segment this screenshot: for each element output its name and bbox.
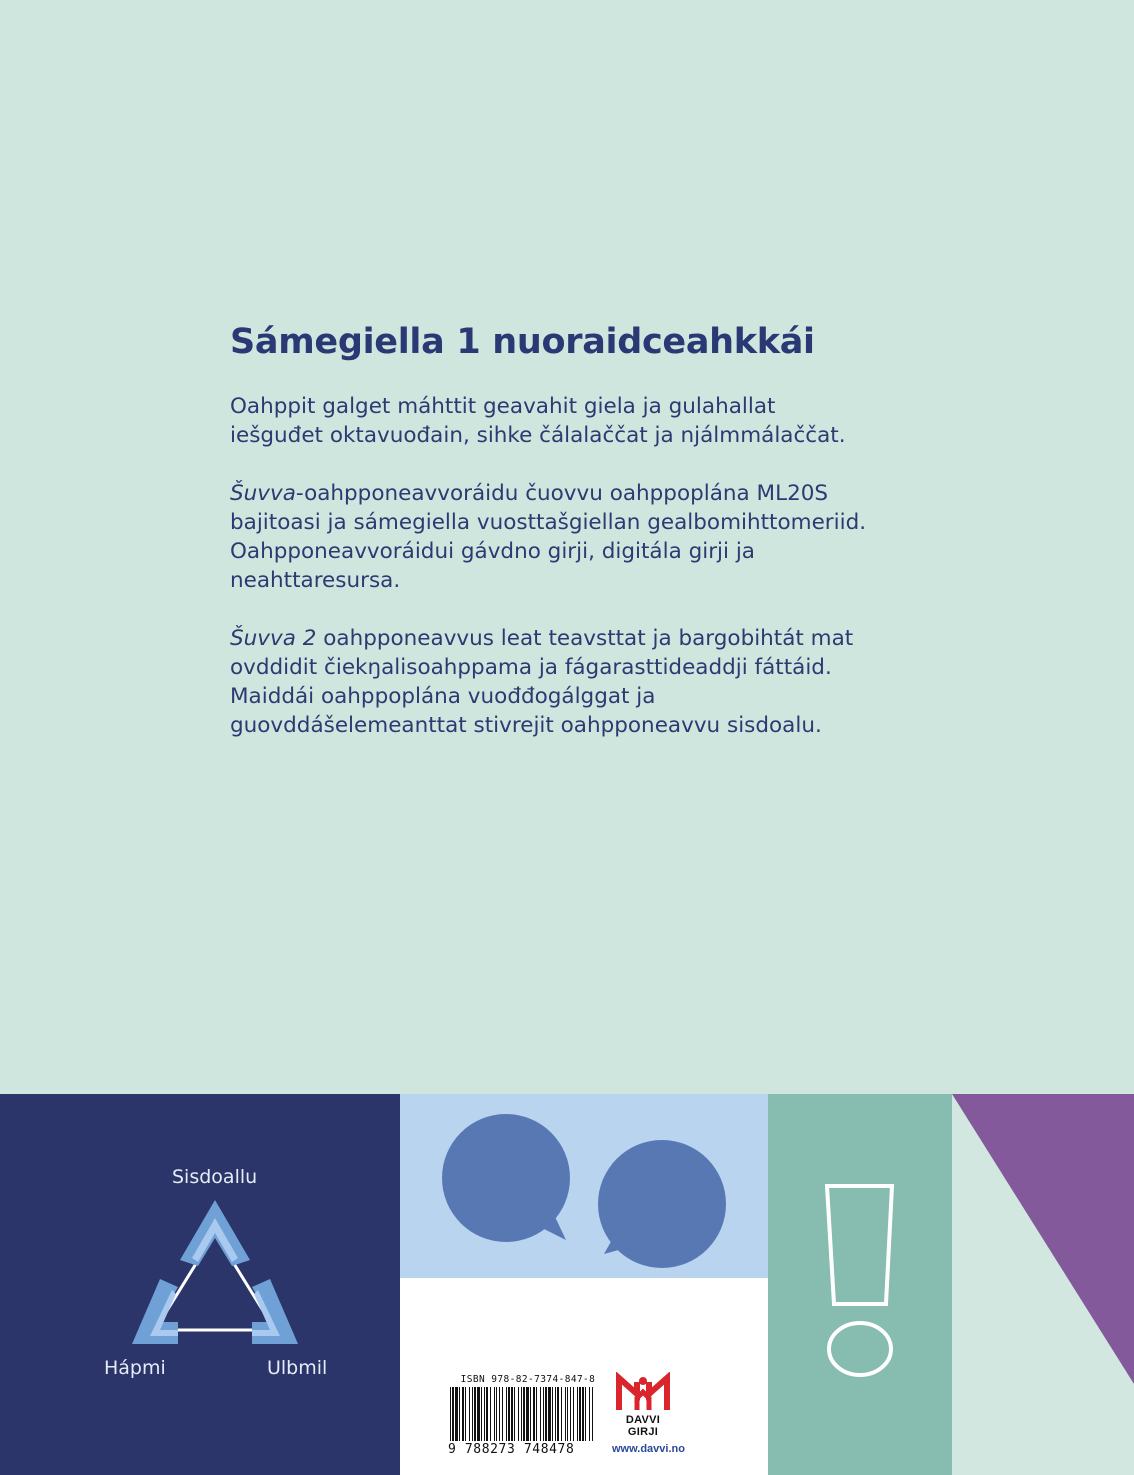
barcode-bar	[557, 1387, 559, 1441]
barcode-bar	[589, 1387, 590, 1441]
barcode-bar	[570, 1387, 571, 1441]
barcode-bar	[462, 1387, 464, 1441]
barcode-bar	[552, 1387, 553, 1441]
barcode-bar	[474, 1387, 476, 1441]
barcode-bar	[514, 1387, 515, 1441]
barcode-bar	[555, 1387, 556, 1441]
barcode-bar	[565, 1387, 566, 1441]
barcode-bar	[577, 1387, 578, 1441]
barcode-bar	[459, 1387, 460, 1441]
barcode-bar	[518, 1387, 519, 1441]
barcode-bar	[469, 1387, 470, 1441]
barcode-bar	[499, 1387, 500, 1441]
triangle-right-label: Ulbmil	[267, 1357, 328, 1379]
barcode-bar	[592, 1387, 593, 1441]
barcode-bar	[573, 1387, 574, 1441]
barcode-bar	[582, 1387, 584, 1441]
publisher-website: www.davvi.no	[612, 1443, 685, 1455]
paragraph-3	[230, 624, 870, 740]
davvi-girji-logo-icon	[615, 1372, 671, 1412]
barcode-bar	[526, 1387, 529, 1441]
barcode-bar	[579, 1387, 581, 1441]
paragraph-2-text: -oahpponeavvoráidu čuovvu oahppoplána ML20S bajitoasi ja sámegiella vuosttašgiellan gealbomihttomeriid. Oahpponeavvoráidui gávdno girji, digitála girji ja neahttaresursa.	[230, 481, 867, 593]
barcode-bar	[561, 1387, 562, 1441]
barcode-bar	[465, 1387, 466, 1441]
publisher-name: DAVVI GIRJI	[625, 1414, 661, 1438]
barcode-bar	[481, 1387, 482, 1441]
barcode	[448, 1374, 598, 1457]
speech-bubble-icon	[400, 1094, 768, 1278]
barcode-bar	[533, 1387, 535, 1441]
isbn-label: ISBN 978-82-7374-847-8	[460, 1374, 596, 1385]
barcode-bar	[567, 1387, 568, 1441]
barcode-bar	[455, 1387, 458, 1441]
triangle-cycle-icon	[0, 1094, 400, 1475]
speech-bubbles-panel	[400, 1094, 768, 1278]
barcode-bar	[477, 1387, 480, 1441]
paragraph-3-text: oahpponeavvus leat teavsttat ja bargobihtát mat ovddidit čiekŋalisoahppama ja fágarasttideaddji fáttáid. Maiddái oahppoplána vuođđogálggat ja guovddášelemeanttat stivrejit oahpponeavvu sisdoalu.	[230, 626, 854, 738]
barcode-bar	[486, 1387, 488, 1441]
exclamation-panel	[768, 1094, 952, 1475]
barcode-bar	[543, 1387, 544, 1441]
barcode-bar	[508, 1387, 510, 1441]
corner-panel	[952, 1094, 1134, 1475]
paragraph-1: Oahppit galget máhttit geavahit giela ja gulahallat iešguđet oktavuođain, sihke čálalaččat ja njálmmálaččat.	[230, 394, 846, 448]
exclamation-icon	[768, 1094, 952, 1475]
barcode-bar	[490, 1387, 491, 1441]
barcode-bar	[502, 1387, 503, 1441]
barcode-bar	[511, 1387, 513, 1441]
barcode-bar	[472, 1387, 473, 1441]
barcode-panel	[400, 1278, 768, 1475]
barcode-bar	[530, 1387, 531, 1441]
series-name: Šuvva	[230, 481, 296, 506]
barcode-bar	[545, 1387, 547, 1441]
triangle-top-label: Sisdoallu	[172, 1166, 258, 1188]
barcode-number: 9 788273 748478	[448, 1442, 575, 1457]
barcode-bar	[521, 1387, 522, 1441]
barcode-bar	[494, 1387, 495, 1441]
barcode-bar	[523, 1387, 525, 1441]
barcode-bar	[484, 1387, 485, 1441]
paragraph-2	[230, 479, 870, 595]
barcode-bar	[540, 1387, 541, 1441]
publisher-block	[612, 1372, 685, 1455]
triangle-panel	[0, 1094, 400, 1475]
barcode-bar	[585, 1387, 586, 1441]
book-title: Sámegiella 1 nuoraidceahkkái	[230, 322, 815, 362]
barcode-bar	[536, 1387, 537, 1441]
barcode-bar	[452, 1387, 454, 1441]
barcode-bar	[450, 1387, 451, 1441]
barcode-bar	[506, 1387, 507, 1441]
back-cover-text	[230, 322, 870, 769]
barcode-bar	[496, 1387, 497, 1441]
purple-triangle-shape	[952, 1094, 1134, 1475]
barcode-bar	[548, 1387, 551, 1441]
triangle-left-label: Hápmi	[104, 1357, 166, 1379]
barcode-bars	[448, 1387, 598, 1441]
book-name: Šuvva 2	[230, 626, 317, 651]
